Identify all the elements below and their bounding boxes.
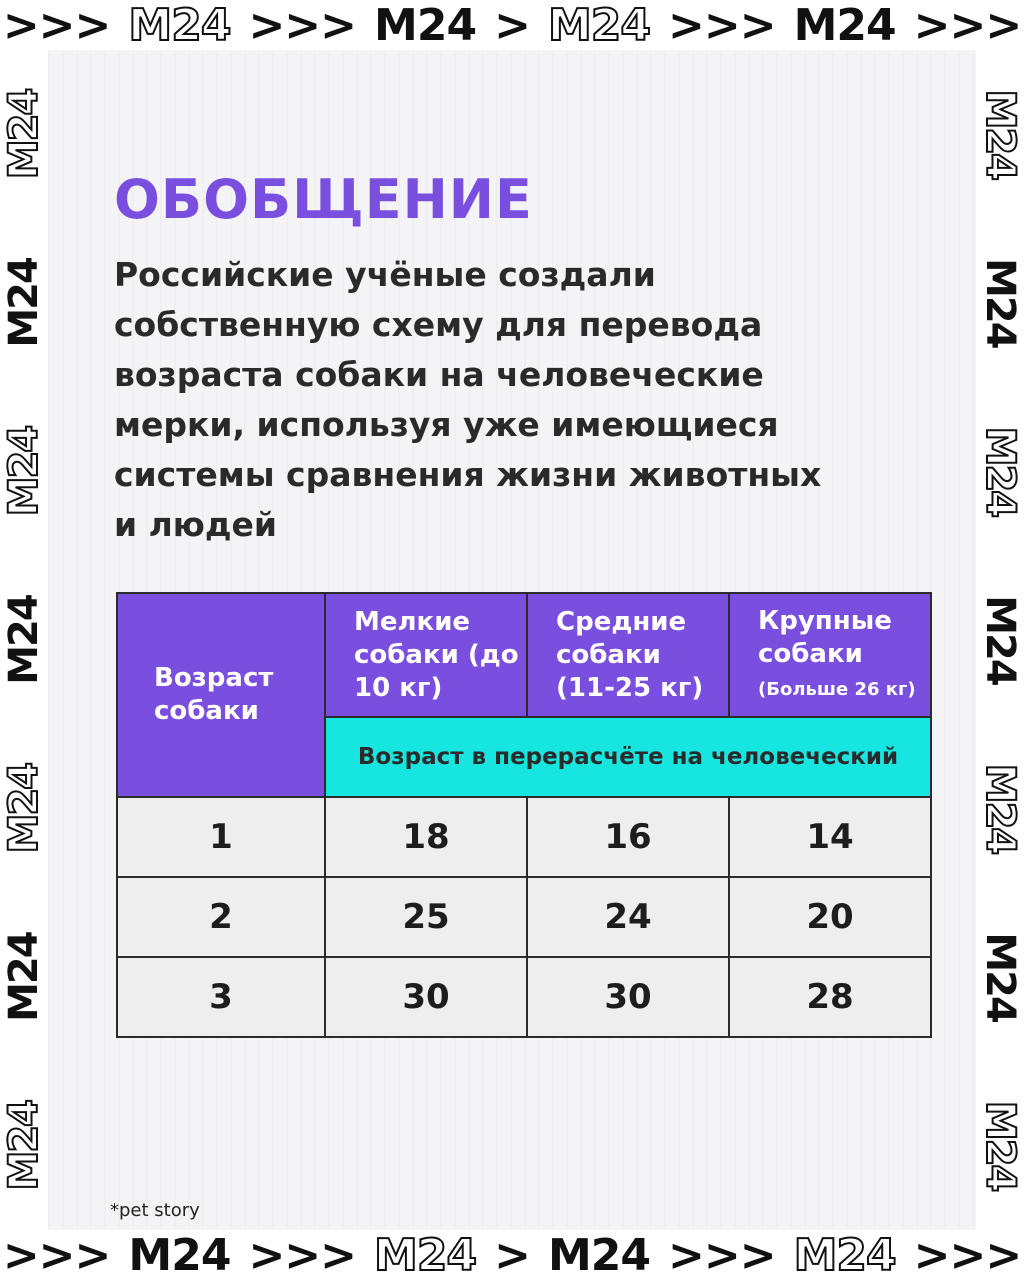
banner-arrows: >: [494, 0, 530, 50]
side-logo: M24: [977, 595, 1023, 685]
value-cell: 28: [729, 957, 931, 1037]
table-row: [117, 957, 931, 1037]
banner-logo: M24: [793, 0, 896, 50]
header-label: Крупные собаки: [758, 605, 892, 669]
value-cell: 24: [527, 877, 729, 957]
header-label: Мелкие собаки (до 10 кг): [354, 606, 519, 703]
banner-logo: M24: [128, 1230, 231, 1280]
banner-arrows: >>>: [248, 1230, 357, 1280]
banner-logo: M24: [128, 0, 231, 50]
subheader-human-age: Возраст в перерасчёте на человеческий: [325, 717, 931, 797]
value-cell: 25: [325, 877, 527, 957]
side-logo: M24: [977, 932, 1023, 1022]
banner-logo: M24: [547, 0, 650, 50]
banner-logo: M24: [793, 1230, 896, 1280]
banner-logo: M24: [374, 0, 477, 50]
side-logo: M24: [1, 1100, 47, 1191]
banner-arrows: >>>: [248, 0, 357, 50]
banner-arrows: >>>: [913, 0, 1022, 50]
source-note: *pet story: [110, 1200, 200, 1221]
banner-arrows: >: [494, 1230, 530, 1280]
banner-logo: M24: [547, 1230, 650, 1280]
header-dog-age: Возраст собаки: [117, 593, 325, 797]
header-small-dogs: [325, 593, 527, 717]
banner-arrows: >>>: [913, 1230, 1022, 1280]
side-logo: M24: [977, 763, 1023, 854]
side-logo: M24: [977, 1100, 1023, 1191]
header-label: Средние собаки (11-25 кг): [556, 606, 704, 703]
side-logo: M24: [1, 595, 47, 685]
row-age-cell: 1: [117, 797, 325, 877]
banner-arrows: >>>: [667, 1230, 776, 1280]
page-title: ОБОБЩЕНИЕ: [114, 168, 533, 231]
side-logo: M24: [1, 426, 47, 517]
table-header-row: [117, 593, 931, 717]
side-logo: M24: [1, 763, 47, 854]
value-cell: 18: [325, 797, 527, 877]
table-row: [117, 877, 931, 957]
value-cell: 14: [729, 797, 931, 877]
header-note: (Больше 26 кг): [758, 678, 916, 700]
right-banner: [976, 50, 1024, 1230]
row-age-cell: 3: [117, 957, 325, 1037]
banner-logo: M24: [374, 1230, 477, 1280]
top-banner: [0, 0, 1024, 50]
side-logo: M24: [977, 258, 1023, 348]
side-logo: M24: [1, 89, 47, 180]
header-large-dogs: [729, 593, 931, 717]
row-age-cell: 2: [117, 877, 325, 957]
side-logo: M24: [1, 932, 47, 1022]
value-cell: 20: [729, 877, 931, 957]
left-banner: [0, 50, 48, 1230]
side-logo: M24: [977, 426, 1023, 517]
side-logo: M24: [1, 258, 47, 348]
side-logo: M24: [977, 89, 1023, 180]
value-cell: 30: [527, 957, 729, 1037]
banner-arrows: >>>: [2, 0, 111, 50]
header-medium-dogs: [527, 593, 729, 717]
lead-paragraph: Российские учёные создали собственную схему для перевода возраста собаки на человеческие мерки, используя уже имеющиеся системы сравнения жизни животных и людей: [114, 255, 822, 544]
value-cell: 30: [325, 957, 527, 1037]
value-cell: 16: [527, 797, 729, 877]
table-row: [117, 797, 931, 877]
banner-arrows: >>>: [2, 1230, 111, 1280]
age-conversion-table: [116, 592, 932, 1038]
banner-arrows: >>>: [667, 0, 776, 50]
bottom-banner: [0, 1230, 1024, 1280]
